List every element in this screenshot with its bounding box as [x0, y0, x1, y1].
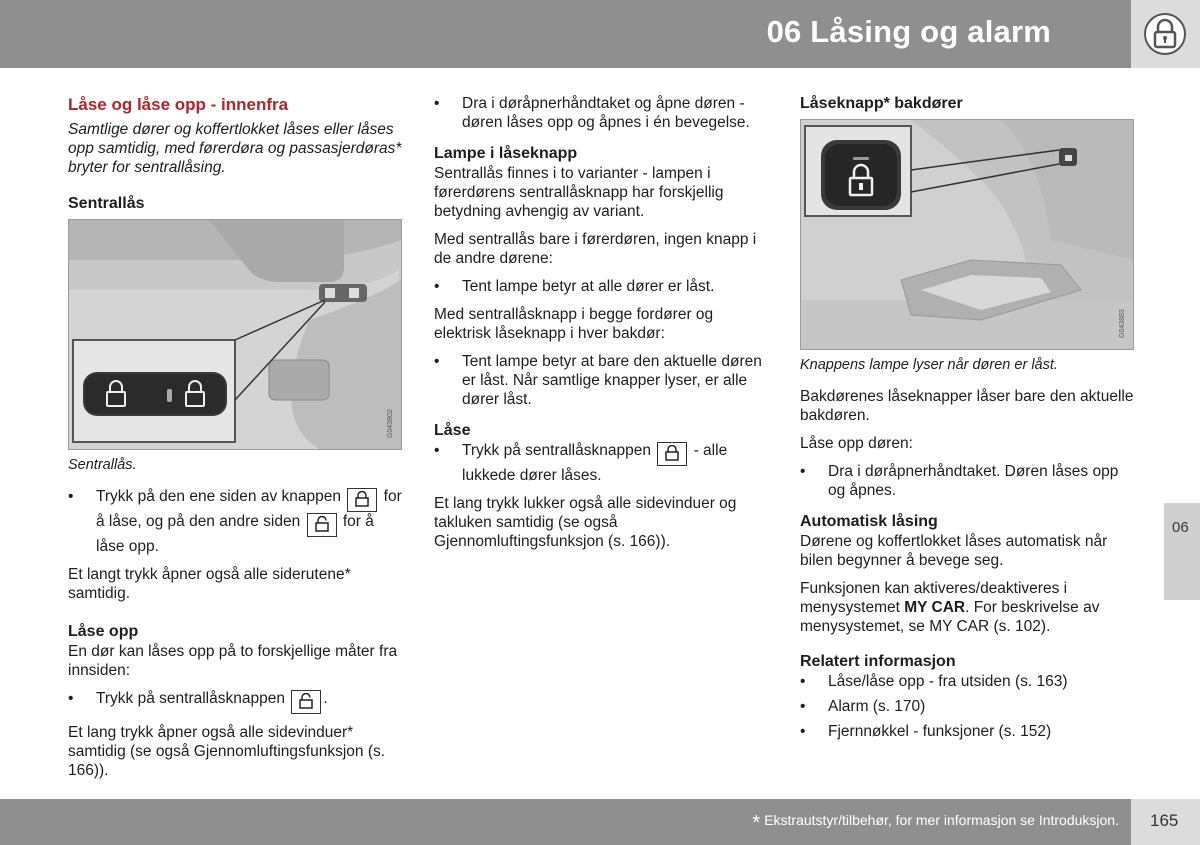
section-title: Låse og låse opp - innenfra: [68, 95, 289, 114]
bullet-text: Dra i døråpnerhåndtaket. Døren låses opp og åpnes.: [828, 463, 1119, 499]
paragraph: Med sentrallåsknapp i begge fordører og elektrisk låseknapp i hver bakdør:: [434, 306, 714, 342]
menu-name: MY CAR: [904, 599, 966, 616]
heading-bakdorer: Låseknapp* bakdører: [800, 95, 963, 112]
bullet-text: Trykk på den ene siden av knappen: [96, 488, 342, 505]
page-number-box: [1131, 799, 1200, 845]
lock-button-icon: [347, 488, 377, 512]
chapter-icon-box: [1131, 0, 1200, 68]
column-1: [68, 94, 402, 789]
list-item: [68, 487, 402, 556]
bullet: •: [434, 442, 440, 459]
paragraph: Med sentrallås bare i førerdøren, ingen knapp i de andre dørene:: [434, 231, 757, 267]
related-link-text[interactable]: Fjernnøkkel - funksjoner (s. 152): [828, 723, 1052, 740]
bullet: •: [434, 278, 440, 295]
asterisk: *: [752, 812, 761, 834]
bullet-text: Dra i døråpnerhåndtaket og åpne døren - døren låses opp og åpnes i én bevegelse.: [462, 95, 750, 131]
bullet: •: [800, 673, 806, 690]
paragraph: Et lang trykk åpner også alle sidevinduer* samtidig (se også Gjennomluftingsfunksjon (s. 166)).: [68, 724, 386, 779]
bullet-text: Tent lampe betyr at bare den aktuelle døren er låst. Når samtlige knapper lyser, er alle dører låst.: [462, 353, 762, 408]
heading-automatisk: Automatisk låsing: [800, 513, 938, 530]
page-footer: [0, 799, 1131, 845]
footnote: [752, 812, 1119, 835]
bullet-text: Tent lampe betyr at alle dører er låst.: [462, 278, 715, 295]
paragraph: Dørene og koffertlokket låses automatisk når bilen begynner å bevege seg.: [800, 533, 1108, 569]
paragraph: [800, 579, 1134, 636]
bullet: •: [434, 353, 440, 370]
intro-text: Samtlige dører og koffertlokket låses eller låses opp samtidig, med førerdøra og passasjerdøras* bryter for sentrallåsing.: [68, 121, 402, 176]
bullet: •: [800, 723, 806, 740]
bullet-text: for å låse opp.: [96, 513, 374, 555]
list-item: [434, 441, 767, 485]
text-span: Funksjonen kan aktiveres/deaktiveres i menysystemet: [800, 580, 1068, 616]
bullet-text: .: [323, 690, 328, 707]
figure-caption: Knappens lampe lyser når døren er låst.: [800, 357, 1058, 373]
bullet: •: [68, 488, 74, 505]
column-2: [434, 94, 767, 560]
list-item: [434, 277, 767, 296]
chapter-title: 06 Låsing og alarm: [766, 14, 1051, 49]
bullet-text: Trykk på sentrallåsknappen: [462, 442, 651, 459]
bullet: •: [68, 690, 74, 707]
lock-icon: [1143, 12, 1187, 56]
unlock-button-icon: [291, 690, 321, 714]
lock-button-icon: [657, 442, 687, 466]
figure-code: G043883: [1119, 309, 1126, 338]
bullet: •: [800, 463, 806, 480]
related-link[interactable]: [800, 722, 1134, 741]
related-link-text[interactable]: Alarm (s. 170): [828, 698, 926, 715]
bullet-text: for å låse, og på den andre siden: [96, 488, 402, 530]
paragraph: Et langt trykk åpner også alle siderutene* samtidig.: [68, 566, 351, 602]
figure-caption: Sentrallås.: [68, 457, 137, 473]
rear-door-illustration: [801, 120, 1133, 349]
heading-lase-opp: Låse opp: [68, 623, 139, 640]
side-tab-label: 06: [1172, 519, 1189, 536]
heading-lampe: Lampe i låseknapp: [434, 145, 578, 162]
chapter-header: [0, 0, 1131, 68]
paragraph: Bakdørenes låseknapper låser bare den aktuelle bakdøren.: [800, 388, 1134, 424]
list-item: [800, 462, 1134, 500]
related-link-text[interactable]: Låse/låse opp - fra utsiden (s. 163): [828, 673, 1068, 690]
list-item: [68, 689, 402, 714]
bullet-text: Trykk på sentrallåsknappen: [96, 690, 285, 707]
paragraph: Sentrallås finnes i to varianter - lampen i førerdørens sentrallåsknapp har forskjellig betydning avhengig av variant.: [434, 165, 724, 220]
related-link[interactable]: [800, 697, 1134, 716]
heading-sentrallas: Sentrallås: [68, 195, 145, 212]
bullet-text: - alle lukkede dører låses.: [462, 442, 728, 484]
figure-code: G043802: [387, 409, 394, 438]
door-panel-illustration: [69, 220, 401, 449]
paragraph: Et lang trykk lukker også alle sidevinduer og takluken samtidig (se også Gjennomluftingsfunksjon (s. 166)).: [434, 495, 737, 550]
heading-lase: Låse: [434, 422, 471, 439]
paragraph: Låse opp døren:: [800, 435, 913, 452]
related-link[interactable]: [800, 672, 1134, 691]
heading-relatert: Relatert informasjon: [800, 653, 956, 670]
unlock-button-icon: [307, 513, 337, 537]
paragraph: En dør kan låses opp på to forskjellige måter fra innsiden:: [68, 643, 398, 679]
bullet: •: [800, 698, 806, 715]
list-item: [434, 352, 767, 409]
list-item: [434, 94, 767, 132]
bullet: •: [434, 95, 440, 112]
page-number: 165: [1150, 811, 1179, 830]
figure-central-lock: [68, 219, 402, 450]
column-3: [800, 94, 1134, 747]
footnote-text: Ekstrautstyr/tilbehør, for mer informasjon se Introduksjon.: [764, 812, 1119, 828]
text-span: . For beskrivelse av menysystemet, se MY CAR (s. 102).: [800, 599, 1100, 635]
figure-rear-door-lock: [800, 119, 1134, 350]
chapter-side-tab[interactable]: [1164, 503, 1200, 600]
